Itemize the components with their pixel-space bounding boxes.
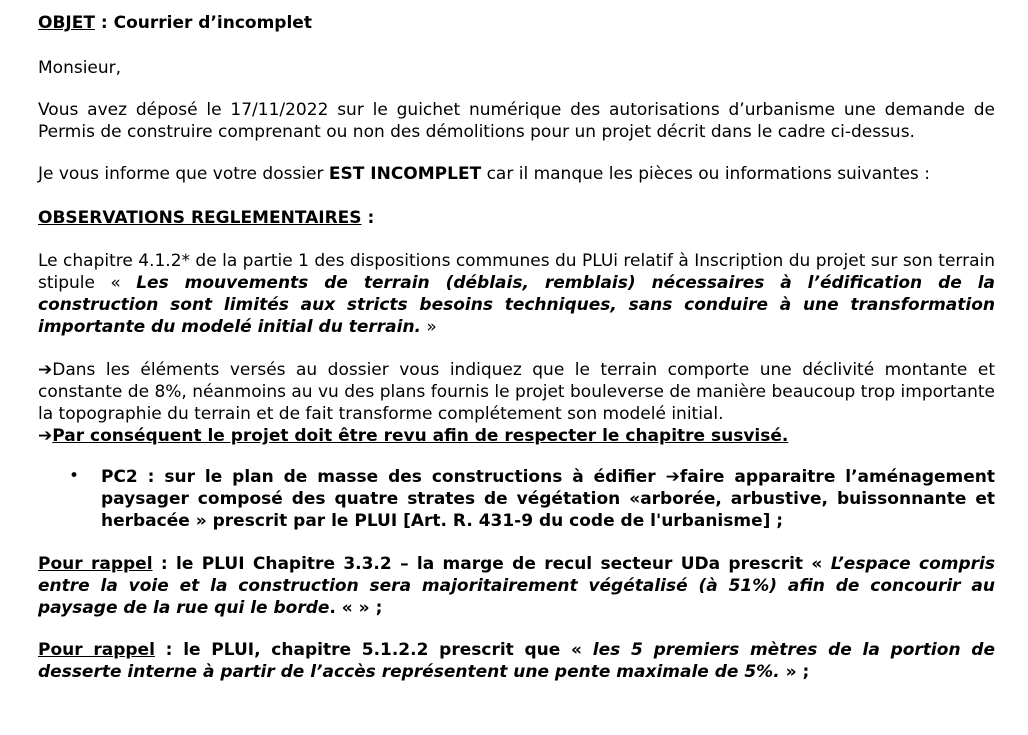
arrow-icon: ➔: [38, 360, 53, 380]
finding-text: Dans les éléments versés au dossier vous indiquez que le terrain comporte une déclivité montante et constante de 8%, néanmoins au vu des plans fournis le projet bouleverse de manière beaucoup trop importante la topographie du terrain et de fait transforme complétement son modelé initial.: [38, 360, 995, 424]
reminder-2-paragraph: [38, 639, 995, 683]
reminder-1-mid: : le PLUI Chapitre 3.3.2 – la marge de recul secteur UDa prescrit «: [152, 554, 831, 574]
bullet-icon: •: [69, 466, 80, 486]
observations-heading: [38, 207, 995, 229]
bullet-before: PC2 : sur le plan de masse des constructions à édifier: [101, 467, 666, 487]
reminder-2-mid: : le PLUI, chapitre 5.1.2.2 prescrit que «: [154, 640, 593, 660]
incomplete-before: Je vous informe que votre dossier: [38, 164, 329, 184]
subject-separator: :: [94, 13, 114, 33]
incomplete-paragraph: [38, 163, 995, 185]
conclusion-text: Par conséquent le projet doit être revu afin de respecter le chapitre susvisé.: [52, 426, 789, 446]
conclusion-paragraph: [38, 425, 995, 447]
subject-label: OBJET: [38, 13, 95, 33]
reminder-2-after: » ;: [779, 662, 810, 682]
reminder-2-quote: les 5 premiers mètres de la portion de desserte interne à partir de l’accès représentent une pente maximale de 5%.: [38, 640, 995, 682]
chapter-quote: Les mouvements de terrain (déblais, remblais) nécessaires à l’édification de la construction sont limités aux stricts besoins techniques, sans conduire à une transformation importante du modelé initial du terrain.: [38, 273, 995, 337]
incomplete-after: car il manque les pièces ou informations suivantes :: [481, 164, 930, 184]
bullet-after: faire apparaitre l’aménagement paysager composé des quatre strates de végétation «arborée, arbustive, buissonnante et herbacée » prescrit par le PLUI [Art. R. 431-9 du code de l'urbanisme] ;: [101, 467, 995, 531]
chapter-paragraph: [38, 250, 995, 338]
observations-separator: :: [361, 208, 375, 228]
reminder-1-label: Pour rappel: [38, 554, 153, 574]
subject-line: [38, 12, 995, 34]
incomplete-emphasis: EST INCOMPLET: [328, 164, 482, 184]
arrow-icon: ➔: [665, 467, 680, 487]
reminder-1-paragraph: [38, 553, 995, 619]
finding-paragraph: [38, 359, 995, 425]
subject-value: Courrier d’incomplet: [113, 13, 312, 33]
intro-paragraph: Vous avez déposé le 17/11/2022 sur le guichet numérique des autorisations d’urbanisme une demande de Permis de construire comprenant ou non des démolitions pour un projet décrit dans le cadre ci-dessus.: [38, 100, 995, 142]
chapter-before: Le chapitre 4.1.2* de la partie 1 des dispositions communes du PLUi relatif à Inscription du projet sur son terrain stipule «: [38, 251, 995, 293]
arrow-icon: ➔: [38, 426, 53, 446]
chapter-after: »: [421, 317, 437, 337]
pc2-bullet-item: [38, 466, 995, 534]
reminder-1-quote: L’espace compris entre la voie et la construction sera majoritairement végétalisé (à 51%) afin de concourir au paysage de la rue qui le borde: [38, 554, 995, 618]
reminder-1-after: . « » ;: [329, 598, 383, 618]
bullet-text: [101, 466, 995, 532]
reminder-2-label: Pour rappel: [38, 640, 155, 660]
observations-title: OBSERVATIONS REGLEMENTAIRES: [38, 208, 362, 228]
greeting: Monsieur,: [38, 58, 122, 78]
